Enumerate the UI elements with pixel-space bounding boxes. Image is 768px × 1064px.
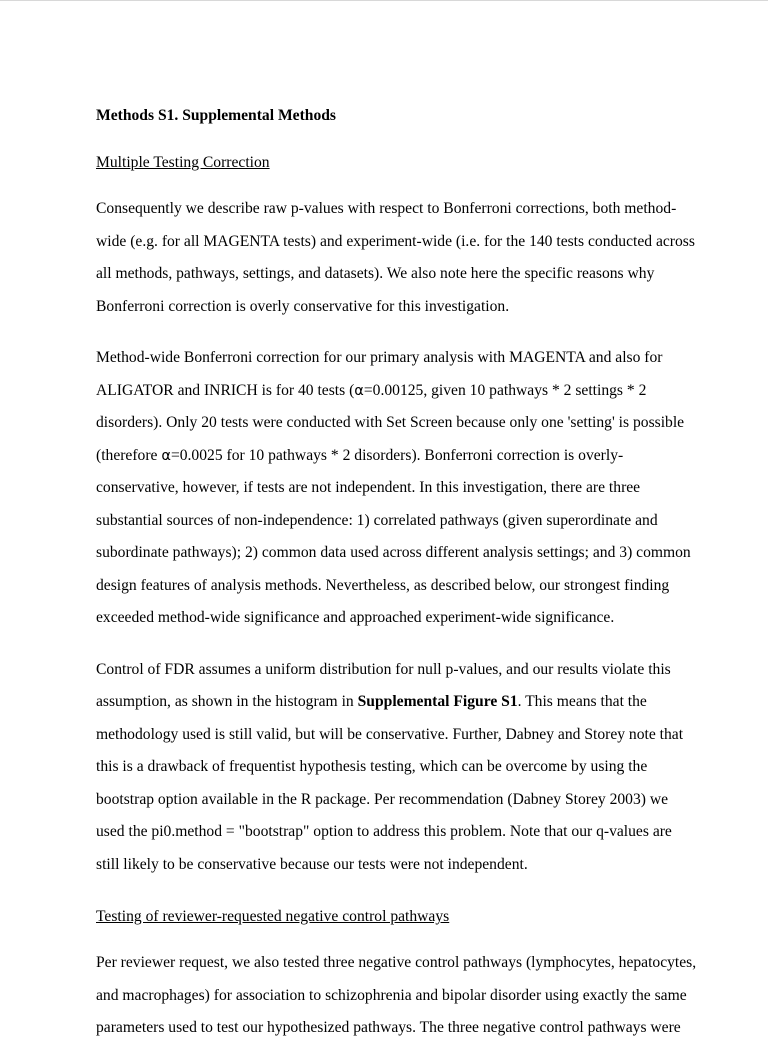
- text-line: [96, 686, 696, 719]
- document-body: [96, 99, 696, 1064]
- text-segment: . This means that the: [517, 693, 647, 710]
- paragraph-2: [96, 342, 696, 635]
- alpha-symbol: α: [354, 382, 364, 399]
- alpha-symbol: α: [161, 447, 171, 464]
- text-line: [96, 440, 696, 473]
- text-line: Per reviewer request, we also tested three negative control pathways (lymphocytes, hepatocytes,: [96, 954, 697, 971]
- text-segment: =0.00125, given 10 pathways * 2 settings * 2: [363, 381, 647, 399]
- text-line: exceeded method-wide significance and approached experiment-wide significance.: [96, 609, 615, 626]
- paragraph-3: [96, 654, 696, 882]
- section-heading-multiple-testing: Multiple Testing Correction: [96, 154, 270, 171]
- text-line: bootstrap option available in the R package. Per recommendation (Dabney Storey 2003) we: [96, 790, 669, 808]
- figure-reference: Supplemental Figure S1: [357, 693, 518, 710]
- paragraph-1: [96, 193, 696, 323]
- text-line: design features of analysis methods. Nevertheless, as described below, our strongest finding: [96, 576, 670, 594]
- text-line: and macrophages) for association to schizophrenia and bipolar disorder using exactly the same: [96, 986, 687, 1004]
- text-segment: (therefore: [96, 446, 162, 464]
- text-segment: =0.0025 for 10 pathways * 2 disorders). Bonferroni correction is overly-: [170, 446, 624, 464]
- text-line: parameters used to test our hypothesized pathways. The three negative control pathways were: [96, 1019, 681, 1036]
- text-line: subordinate pathways); 2) common data used across different analysis settings; and 3) common: [96, 544, 691, 561]
- text-line: wide (e.g. for all MAGENTA tests) and experiment-wide (i.e. for the 140 tests conducted across: [96, 232, 695, 250]
- text-line: Bonferroni correction is overly conservative for this investigation.: [96, 297, 510, 315]
- text-line: used the pi0.method = "bootstrap" option to address this problem. Note that our q-values are: [96, 823, 672, 840]
- text-line: conservative, however, if tests are not independent. In this investigation, there are three: [96, 479, 641, 496]
- text-line: disorders). Only 20 tests were conducted with Set Screen because only one 'setting' is possible: [96, 414, 685, 431]
- text-line: substantial sources of non-independence: 1) correlated pathways (given superordinate and: [96, 511, 658, 529]
- text-line: Consequently we describe raw p-values with respect to Bonferroni corrections, both method-: [96, 200, 677, 217]
- section-heading-negative-control: Testing of reviewer-requested negative control pathways: [96, 908, 450, 925]
- text-segment: ALIGATOR and INRICH is for 40 tests (: [96, 381, 355, 399]
- text-line: methodology used is still valid, but will be conservative. Further, Dabney and Storey note that: [96, 725, 684, 743]
- text-segment: assumption, as shown in the histogram in: [96, 693, 358, 710]
- text-line: [96, 375, 696, 408]
- text-line: Method-wide Bonferroni correction for our primary analysis with MAGENTA and also for: [96, 349, 663, 366]
- paragraph-4: [96, 947, 696, 1045]
- document-title: Methods S1. Supplemental Methods: [96, 107, 336, 124]
- text-line: all methods, pathways, settings, and datasets). We also note here the specific reasons why: [96, 265, 655, 282]
- text-line: this is a drawback of frequentist hypothesis testing, which can be overcome by using the: [96, 758, 648, 775]
- text-line: still likely to be conservative because our tests were not independent.: [96, 855, 528, 873]
- text-line: Control of FDR assumes a uniform distribution for null p-values, and our results violate this: [96, 660, 671, 678]
